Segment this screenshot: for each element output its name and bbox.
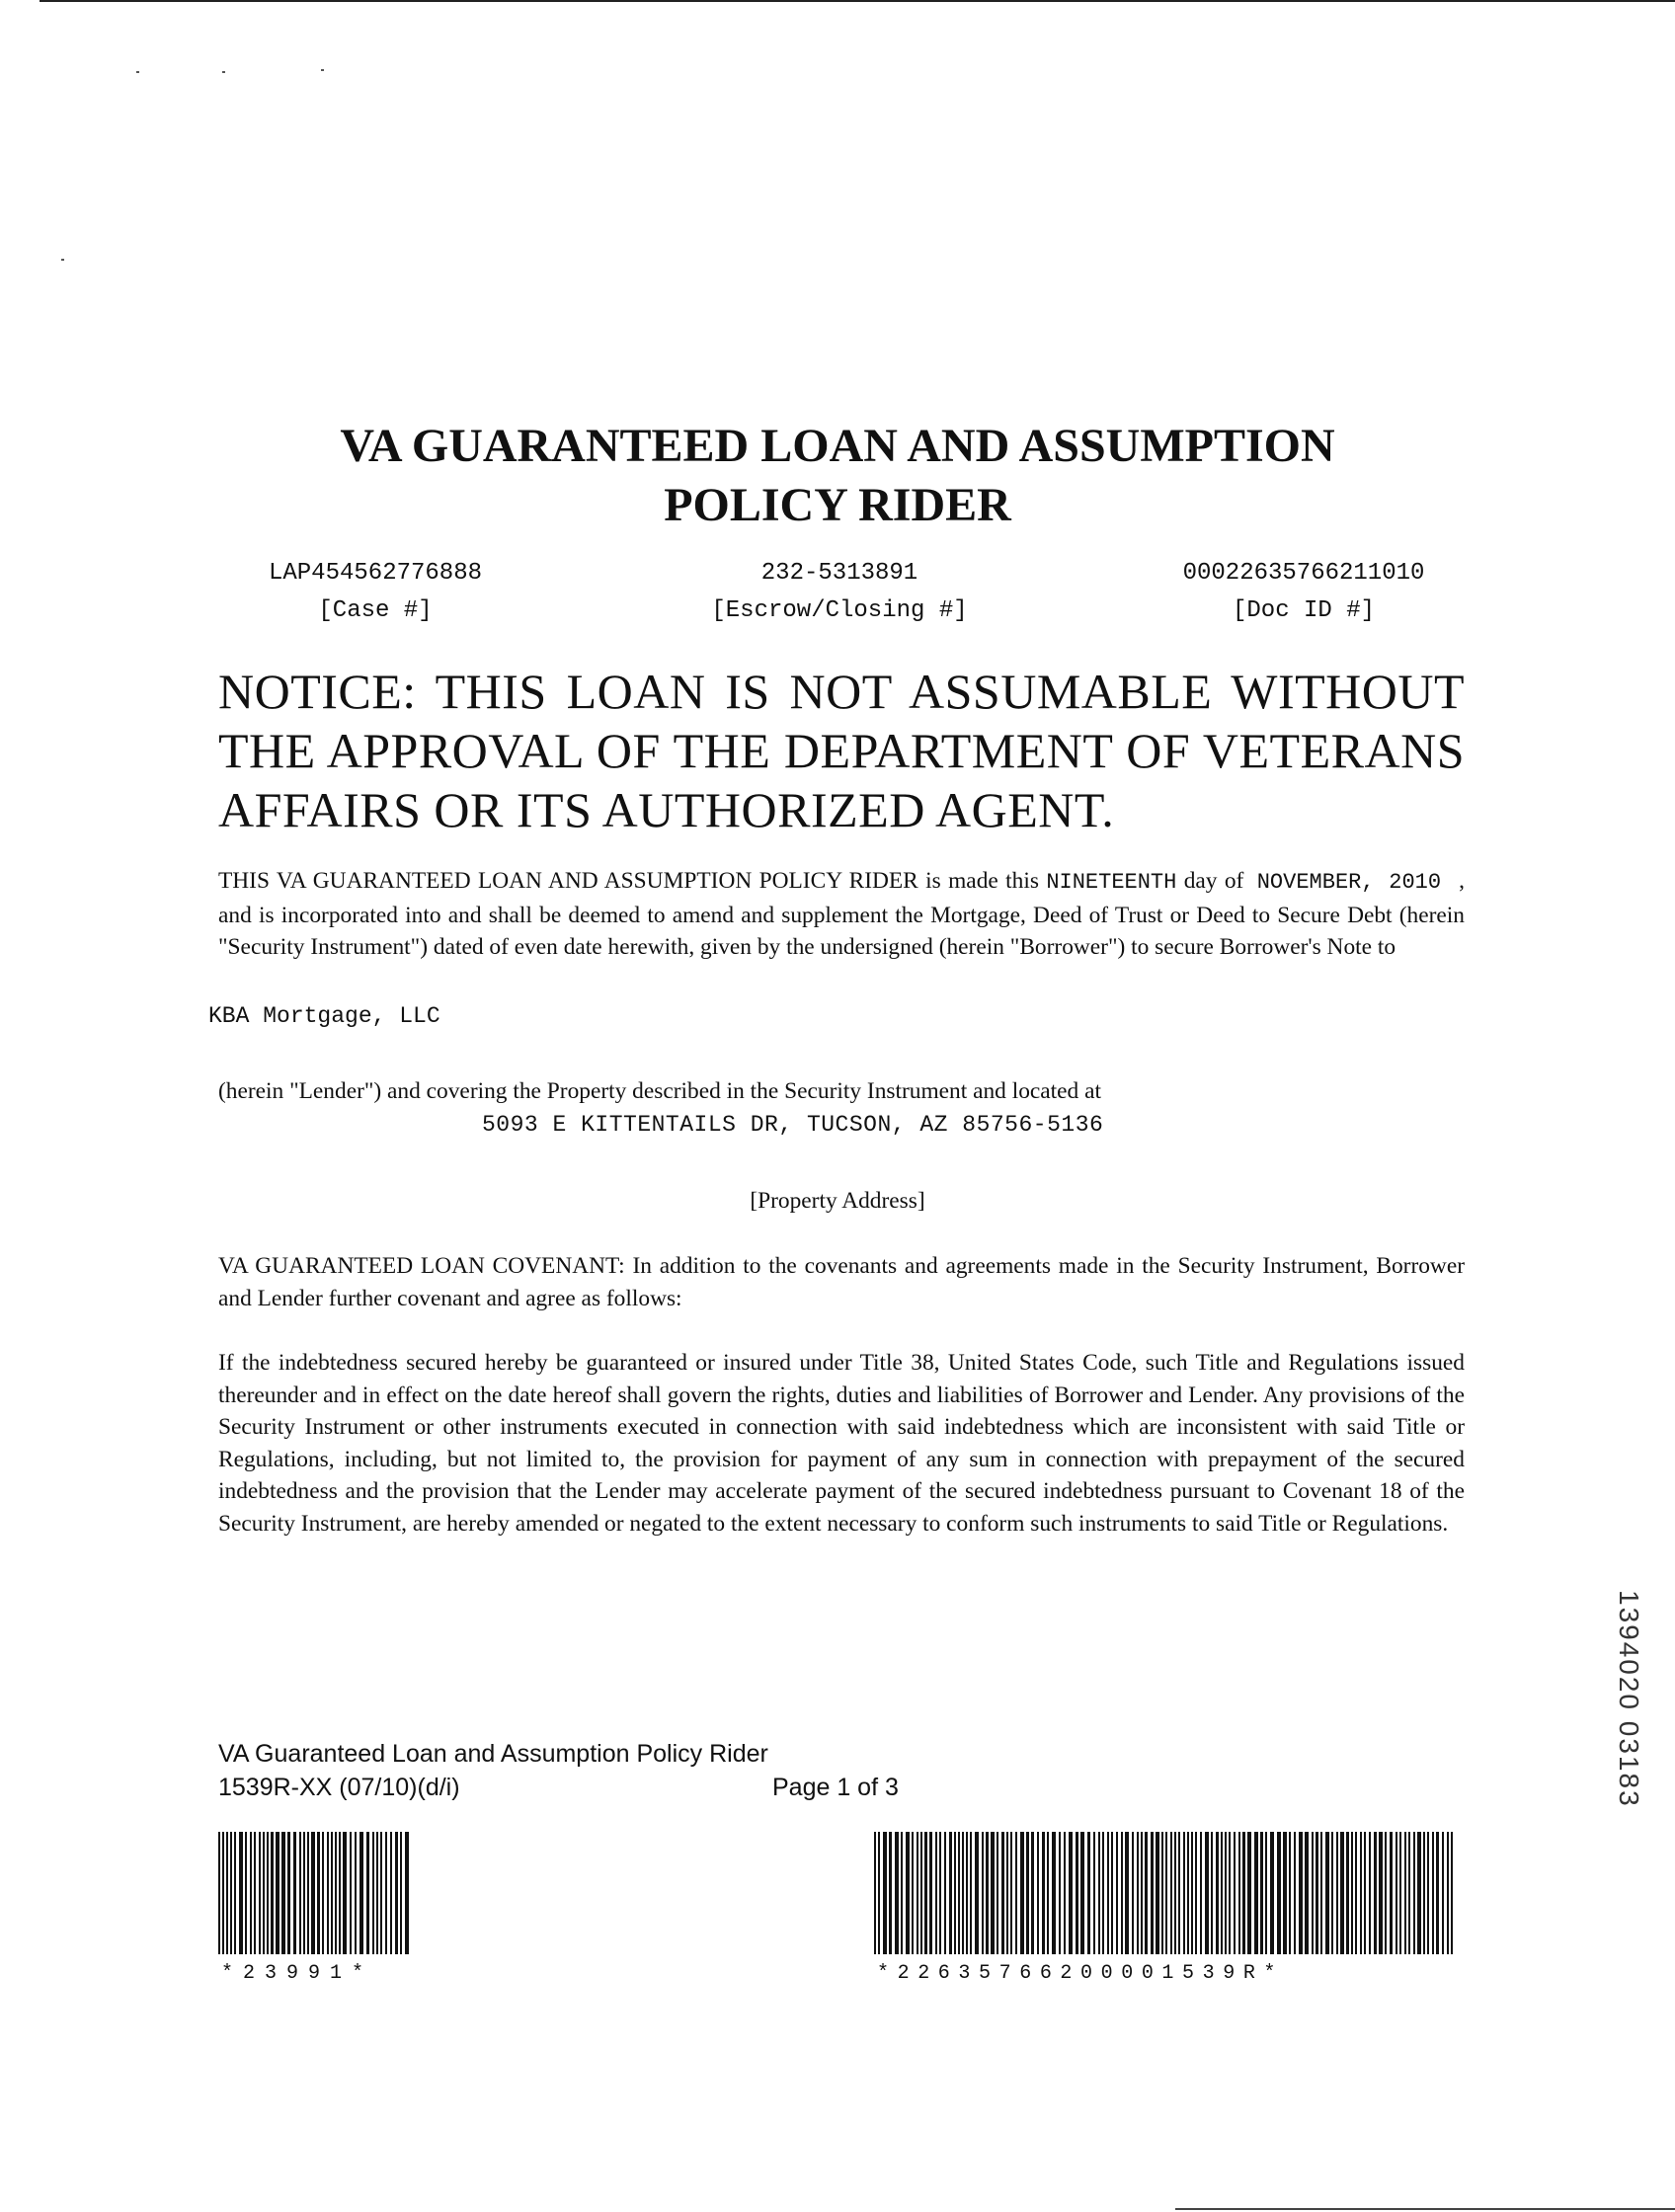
- barcode-left-text: *23991*: [221, 1962, 374, 1985]
- top-border-line: [40, 0, 1675, 2]
- barcode-bar: [1178, 1832, 1180, 1954]
- barcode-bar: [883, 1832, 887, 1954]
- title-line-1: VA GUARANTEED LOAN AND ASSUMPTION: [340, 420, 1335, 472]
- barcode-bar: [1277, 1832, 1281, 1954]
- intro-paragraph: [218, 865, 1465, 964]
- barcode-bar: [1417, 1832, 1421, 1954]
- barcode-bar: [254, 1832, 256, 1954]
- barcode-bar: [245, 1832, 247, 1954]
- barcode-bar: [1265, 1832, 1267, 1954]
- barcode-bar: [1216, 1832, 1219, 1954]
- barcode-bar: [1346, 1832, 1349, 1954]
- barcode-bar: [1320, 1832, 1322, 1954]
- barcode-bar: [1413, 1832, 1415, 1954]
- bottom-border-line: [1175, 2208, 1675, 2210]
- barcode-bar: [1238, 1832, 1240, 1954]
- barcode-bar: [1436, 1832, 1439, 1954]
- barcode-bar: [920, 1832, 922, 1954]
- barcode-bar: [380, 1832, 382, 1954]
- scan-speck: [321, 69, 324, 71]
- barcode-bar: [1364, 1832, 1366, 1954]
- barcode-bar: [939, 1832, 941, 1954]
- barcode-bar: [958, 1832, 960, 1954]
- barcode-bar: [1200, 1832, 1202, 1954]
- barcode-bar: [1125, 1832, 1129, 1954]
- barcode-bar: [1042, 1832, 1045, 1954]
- barcode-bar: [1006, 1832, 1008, 1954]
- barcode-bar: [1305, 1832, 1309, 1954]
- barcode-bar: [1351, 1832, 1353, 1954]
- barcode-bar: [239, 1832, 243, 1954]
- barcode-bar: [1408, 1832, 1410, 1954]
- escrow-number-block: [681, 555, 997, 630]
- barcode-bar: [917, 1832, 918, 1954]
- barcode-bar: [1331, 1832, 1333, 1954]
- barcode-bar: [1360, 1832, 1362, 1954]
- barcode-bar: [1064, 1832, 1066, 1954]
- scan-speck: [61, 259, 64, 261]
- barcode-bar: [327, 1832, 329, 1954]
- barcode-bar: [1174, 1832, 1176, 1954]
- barcode-bar: [299, 1832, 301, 1954]
- doc-id-block: [1136, 555, 1472, 630]
- barcode-bar: [1165, 1832, 1167, 1954]
- lender-property-text: (herein "Lender") and covering the Property described in the Security Instrument and located at: [218, 1078, 1101, 1104]
- barcode-bar: [997, 1832, 998, 1954]
- barcode-bar: [250, 1832, 252, 1954]
- barcode-bar: [929, 1832, 932, 1954]
- barcode-bar: [1080, 1832, 1084, 1954]
- barcode-right-text: *22635766200001539R*: [877, 1962, 1285, 1985]
- barcode-bar: [1247, 1832, 1251, 1954]
- barcode-bar: [1369, 1832, 1371, 1954]
- barcode-bar: [293, 1832, 296, 1954]
- barcode-bar: [1161, 1832, 1163, 1954]
- barcode-bar: [1242, 1832, 1245, 1954]
- barcode-bar: [1026, 1832, 1029, 1954]
- barcode-bar: [1191, 1832, 1193, 1954]
- barcode-bar: [1211, 1832, 1213, 1954]
- barcode-bar: [1098, 1832, 1100, 1954]
- barcode-bar: [1183, 1832, 1185, 1954]
- doc-id-value: 00022635766211010: [1182, 560, 1425, 587]
- barcode-bar: [1283, 1832, 1287, 1954]
- barcode-bar: [335, 1832, 337, 1954]
- side-stamp: [1614, 1590, 1649, 1847]
- barcode-bar: [1374, 1832, 1377, 1954]
- barcode-bar: [889, 1832, 892, 1954]
- barcode-bar: [895, 1832, 899, 1954]
- barcode-bar: [1451, 1832, 1453, 1954]
- barcode-bar: [331, 1832, 333, 1954]
- barcode-left: [218, 1832, 412, 1954]
- barcode-bar: [878, 1832, 880, 1954]
- barcode-bar: [339, 1832, 341, 1954]
- notice-line-3: AFFAIRS OR ITS AUTHORIZED AGENT.: [218, 782, 1115, 837]
- barcode-bar: [322, 1832, 324, 1954]
- barcode-bar: [366, 1832, 369, 1954]
- barcode-bar: [1399, 1832, 1401, 1954]
- barcode-bar: [1294, 1832, 1296, 1954]
- doc-id-label: [Doc ID #]: [1232, 597, 1376, 624]
- barcode-bar: [991, 1832, 995, 1954]
- barcode-bar: [1015, 1832, 1017, 1954]
- barcode-bar: [1379, 1832, 1383, 1954]
- barcode-bar: [1170, 1832, 1172, 1954]
- barcode-bar: [1076, 1832, 1078, 1954]
- escrow-number-label: [Escrow/Closing #]: [711, 597, 968, 624]
- property-address: 5093 E KITTENTAILS DR, TUCSON, AZ 85756-5136: [482, 1112, 1104, 1138]
- barcode-bar: [1111, 1832, 1113, 1954]
- barcode-bar: [1187, 1832, 1189, 1954]
- barcode-bar: [1156, 1832, 1159, 1954]
- barcode-bar: [359, 1832, 363, 1954]
- barcode-bar: [1116, 1832, 1118, 1954]
- barcode-bar: [343, 1832, 347, 1954]
- barcode-bar: [924, 1832, 927, 1954]
- barcode-bar: [1404, 1832, 1406, 1954]
- barcode-bar: [1396, 1832, 1397, 1954]
- barcode-bar: [1390, 1832, 1393, 1954]
- month-value: NOVEMBER, 2010: [1256, 870, 1442, 895]
- barcode-bar: [1037, 1832, 1039, 1954]
- intro-text-1: THIS VA GUARANTEED LOAN AND ASSUMPTION POLICY RIDER is made this: [218, 868, 1039, 894]
- barcode-bar: [966, 1832, 968, 1954]
- barcode-bar: [390, 1832, 392, 1954]
- barcode-bar: [1052, 1832, 1056, 1954]
- barcode-bar: [954, 1832, 956, 1954]
- barcode-right: [874, 1832, 1455, 1954]
- barcode-bar: [1447, 1832, 1449, 1954]
- barcode-bar: [1229, 1832, 1231, 1954]
- barcode-bar: [405, 1832, 409, 1954]
- notice-line-2: THE APPROVAL OF THE DEPARTMENT OF VETERANS: [218, 723, 1465, 778]
- barcode-bar: [1442, 1832, 1444, 1954]
- barcode-bar: [1151, 1832, 1154, 1954]
- barcode-bar: [1432, 1832, 1434, 1954]
- barcode-bar: [271, 1832, 274, 1954]
- barcode-bar: [350, 1832, 352, 1954]
- barcode-bar: [1121, 1832, 1123, 1954]
- barcode-bar: [1069, 1832, 1073, 1954]
- notice-line-1: NOTICE: THIS LOAN IS NOT ASSUMABLE WITHOUT: [218, 664, 1465, 719]
- barcode-bar: [303, 1832, 305, 1954]
- title-line-2: POLICY RIDER: [664, 479, 1011, 531]
- barcode-bar: [1312, 1832, 1314, 1954]
- barcode-bar: [1325, 1832, 1329, 1954]
- barcode-bar: [1195, 1832, 1197, 1954]
- barcode-bar: [1102, 1832, 1104, 1954]
- barcode-bar: [307, 1832, 309, 1954]
- barcode-bar: [400, 1832, 402, 1954]
- barcode-bar: [1260, 1832, 1263, 1954]
- document-title: [0, 417, 1675, 535]
- barcode-bar: [1221, 1832, 1223, 1954]
- barcode-bar: [975, 1832, 979, 1954]
- barcode-bar: [1270, 1832, 1274, 1954]
- barcode-bar: [234, 1832, 236, 1954]
- footer-page-number: Page 1 of 3: [772, 1774, 899, 1801]
- barcode-bar: [1087, 1832, 1090, 1954]
- covenant-paragraph: VA GUARANTEED LOAN COVENANT: In addition to the covenants and agreements made in the Security Instrument, Borrower and Lender further covenant and agree as follows:: [218, 1253, 1465, 1311]
- barcode-bar: [986, 1832, 989, 1954]
- barcode-bar: [1137, 1832, 1139, 1954]
- intro-text-3: , and is incorporated into and shall be deemed to amend and supplement the Mortgage, Deed of Trust or Deed to Secure Debt (herein "Security Instrument") dated of even date herewith, given by the undersigned (herein "Borrower") to secure Borrower's Note to: [218, 868, 1465, 960]
- barcode-bar: [1031, 1832, 1034, 1954]
- barcode-bar: [218, 1832, 220, 1954]
- barcode-bar: [1059, 1832, 1061, 1954]
- property-address-label: [Property Address]: [750, 1188, 925, 1214]
- side-stamp-text: 1394020 03183: [1614, 1590, 1644, 1808]
- barcode-bar: [311, 1832, 315, 1954]
- footer-form-number: 1539R-XX (07/10)(d/i): [218, 1774, 460, 1801]
- case-number-value: LAP454562776888: [268, 560, 483, 587]
- barcode-bar: [1234, 1832, 1236, 1954]
- barcode-bar: [281, 1832, 285, 1954]
- barcode-bar: [874, 1832, 876, 1954]
- barcode-bar: [1340, 1832, 1344, 1954]
- day-value: NINETEENTH: [1046, 870, 1177, 895]
- barcode-bar: [1001, 1832, 1004, 1954]
- lender-name: KBA Mortgage, LLC: [208, 1003, 440, 1029]
- case-number-label: [Case #]: [318, 597, 433, 624]
- barcode-bar: [962, 1832, 964, 1954]
- barcode-bar: [222, 1832, 224, 1954]
- barcode-bar: [1107, 1832, 1109, 1954]
- case-number-block: [227, 555, 523, 630]
- barcode-bar: [1336, 1832, 1338, 1954]
- barcode-bar: [1020, 1832, 1024, 1954]
- barcode-bar: [263, 1832, 265, 1954]
- body-paragraph: If the indebtedness secured hereby be guaranteed or insured under Title 38, United States Code, such Title and Regulations issued thereunder and in effect on the date hereof shall govern the rights, duties and liabilities of Borrower and Lender. Any provisions of the Security Instrument or other instruments executed in connection with said indebtedness which are inconsistent with said Title or Regulations, including, but not limited to, the provision for payment of any sum in connection with prepayment of the secured indebtedness and the provision that the Lender may accelerate payment of the secured indebtedness pursuant to Covenant 18 of the Security Instrument, are hereby amended or negated to the extent necessary to conform such instruments to said Title or Regulations.: [218, 1350, 1465, 1537]
- barcode-bar: [317, 1832, 320, 1954]
- barcode-bar: [1205, 1832, 1209, 1954]
- barcode-bar: [385, 1832, 387, 1954]
- barcode-bar: [949, 1832, 952, 1954]
- barcode-bar: [944, 1832, 946, 1954]
- barcode-bar: [1047, 1832, 1049, 1954]
- barcode-bar: [1132, 1832, 1134, 1954]
- intro-text-2: day of: [1183, 868, 1244, 894]
- barcode-bar: [1141, 1832, 1143, 1954]
- barcode-bar: [970, 1832, 972, 1954]
- barcode-bar: [1423, 1832, 1425, 1954]
- barcode-bar: [1093, 1832, 1095, 1954]
- barcode-bar: [1355, 1832, 1357, 1954]
- barcode-bar: [276, 1832, 279, 1954]
- barcode-bar: [376, 1832, 378, 1954]
- barcode-bar: [259, 1832, 261, 1954]
- scan-speck: [136, 71, 139, 73]
- barcode-bar: [1299, 1832, 1303, 1954]
- barcode-bar: [901, 1832, 903, 1954]
- barcode-bar: [226, 1832, 228, 1954]
- barcode-bar: [935, 1832, 937, 1954]
- assumption-notice: [218, 662, 1465, 839]
- barcode-bar: [1427, 1832, 1429, 1954]
- barcode-bar: [1385, 1832, 1387, 1954]
- barcode-bar: [355, 1832, 357, 1954]
- barcode-bar: [912, 1832, 914, 1954]
- barcode-bar: [1316, 1832, 1318, 1954]
- barcode-bar: [982, 1832, 984, 1954]
- footer-form-title: VA Guaranteed Loan and Assumption Policy Rider: [218, 1740, 768, 1768]
- barcode-bar: [287, 1832, 290, 1954]
- barcode-bar: [372, 1832, 374, 1954]
- barcode-bar: [1254, 1832, 1258, 1954]
- escrow-number-value: 232-5313891: [760, 560, 918, 587]
- barcode-bar: [1010, 1832, 1012, 1954]
- barcode-bar: [395, 1832, 398, 1954]
- barcode-bar: [1225, 1832, 1227, 1954]
- barcode-bar: [1289, 1832, 1291, 1954]
- barcode-bar: [906, 1832, 910, 1954]
- barcode-bar: [267, 1832, 269, 1954]
- barcode-bar: [1145, 1832, 1148, 1954]
- barcode-bar: [230, 1832, 232, 1954]
- scan-speck: [222, 71, 225, 73]
